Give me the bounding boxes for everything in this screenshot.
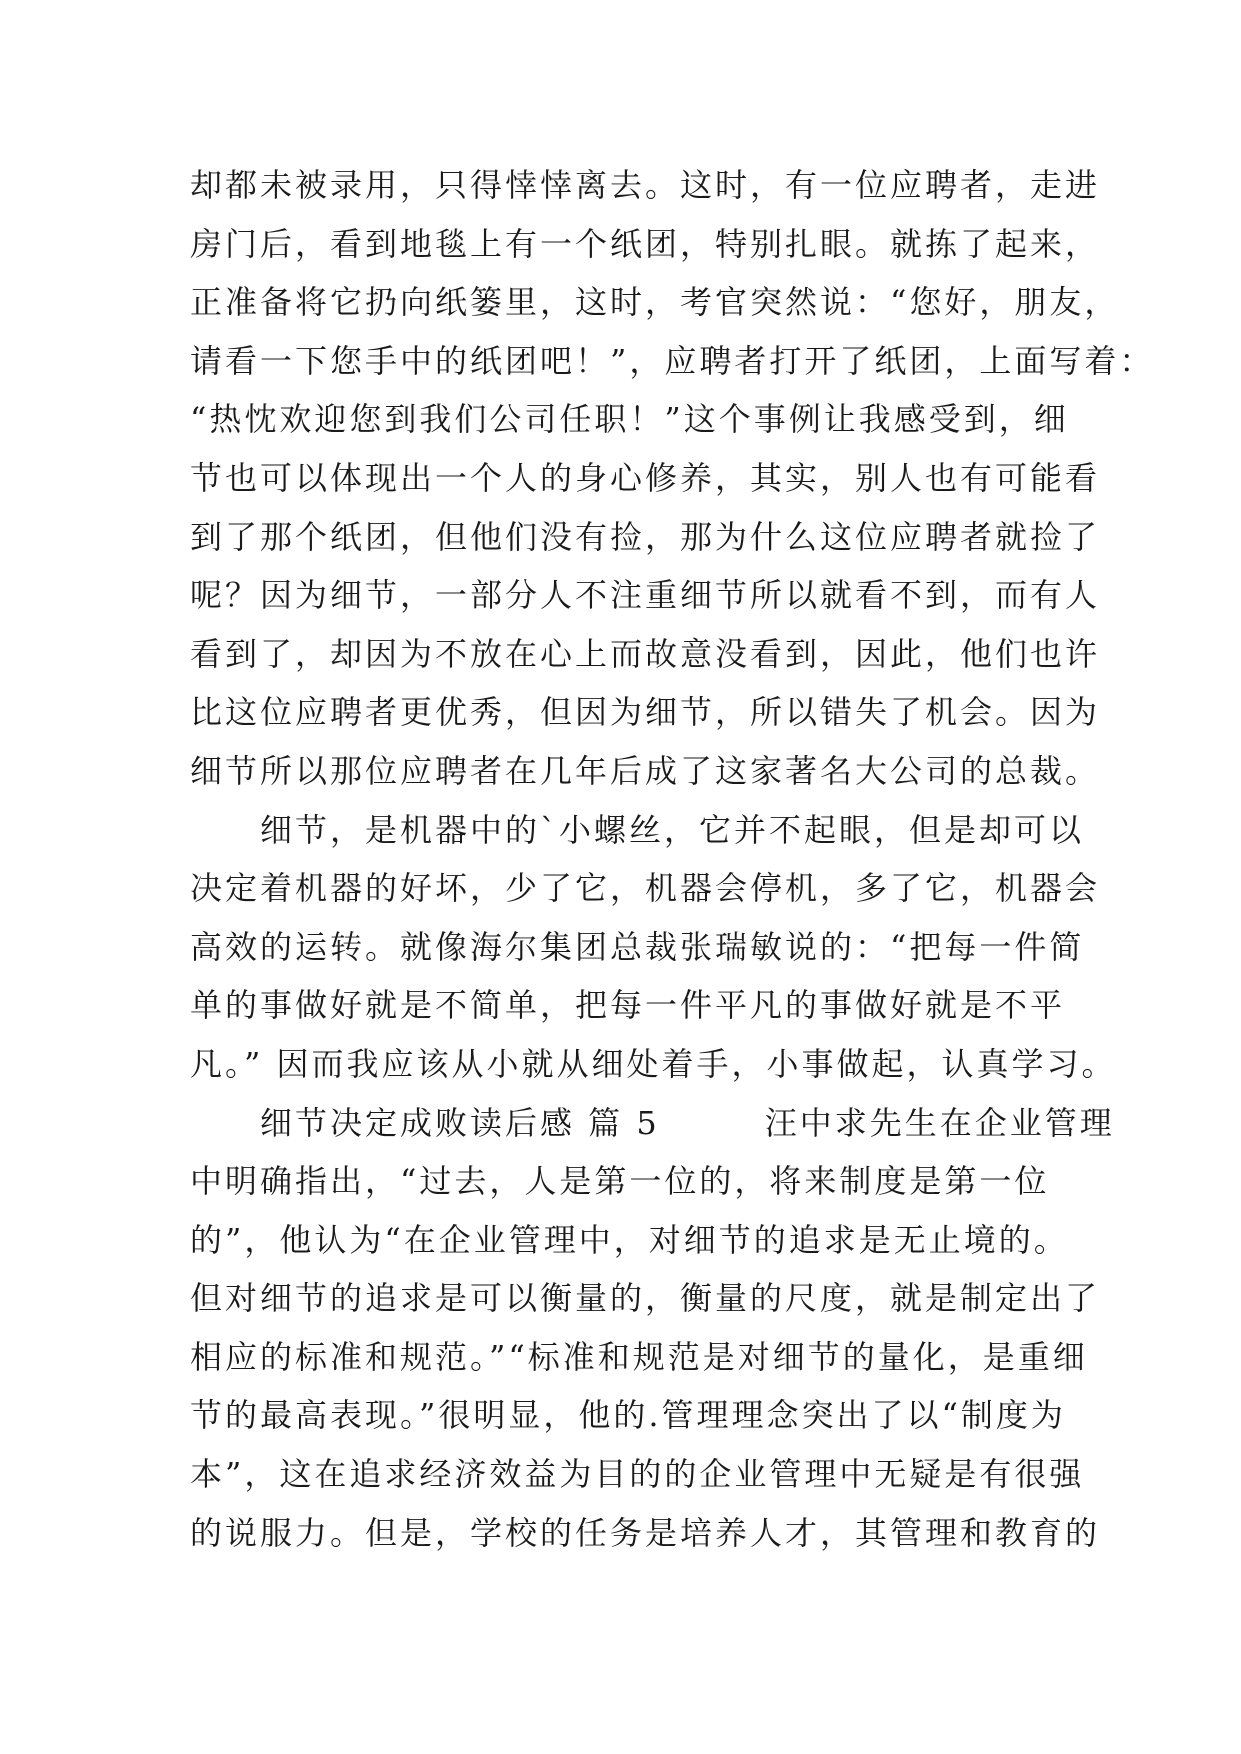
text-line: 中明确指出，“过去，人是第一位的，将来制度是第一位 [190, 1162, 1050, 1201]
text-line: 细节所以那位应聘者在几年后成了这家著名大公司的总裁。 [190, 751, 1101, 790]
text-line: 节的最高表现。”很明显，他的.管理理念突出了以“制度为 [190, 1396, 1066, 1435]
text-line: 比这位应聘者更优秀，但因为细节，所以错失了机会。因为 [190, 693, 1101, 732]
text-line: 到了那个纸团，但他们没有捡，那为什么这位应聘者就捡了 [190, 517, 1101, 556]
text-line: 高效的运转。就像海尔集团总裁张瑞敏说的：“把每一件简 [190, 927, 1085, 966]
text-line: 单的事做好就是不简单，把每一件平凡的事做好就是不平 [190, 986, 1066, 1025]
text-line: 决定着机器的好坏，少了它，机器会停机，多了它，机器会 [190, 869, 1101, 908]
text-line: 却都未被录用，只得悻悻离去。这时，有一位应聘者，走进 [190, 166, 1101, 204]
text-line: 相应的标准和规范。”“标准和规范是对细节的量化，是重细 [190, 1337, 1088, 1376]
text-line: 节也可以体现出一个人的身心修养，其实，别人也有可能看 [190, 458, 1101, 497]
text-line: 凡。” 因而我应该从小就从细处着手，小事做起，认真学习。 [190, 1044, 1117, 1083]
text-line: 的说服力。但是，学校的任务是培养人才，其管理和教育的 [190, 1513, 1101, 1552]
text-line: 本”，这在追求经济效益为目的的企业管理中无疑是有很强 [190, 1455, 1085, 1494]
body-text [190, 156, 1155, 1562]
text-line: 请看一下您手中的纸团吧！”，应聘者打开了纸团，上面写着： [190, 341, 1155, 380]
text-line: 呢？因为细节，一部分人不注重细节所以就看不到，而有人 [190, 576, 1101, 615]
text-line: 的”，他认为“在企业管理中，对细节的追求是无止境的。 [190, 1220, 1069, 1259]
text-line: 房门后，看到地毯上有一个纸团，特别扎眼。就拣了起来， [190, 224, 1101, 263]
section-heading-line: 细节决定成败读后感 篇 5 汪中求先生在企业管理 [190, 1103, 1115, 1142]
text-line: 正准备将它扔向纸篓里，这时，考官突然说：“您好，朋友， [190, 283, 1120, 322]
paragraph-start-line: 细节，是机器中的`小螺丝，它并不起眼，但是却可以 [190, 810, 1085, 849]
text-line: 但对细节的追求是可以衡量的，衡量的尺度，就是制定出了 [190, 1279, 1101, 1318]
text-line: 看到了，却因为不放在心上而故意没看到，因此，他们也许 [190, 634, 1101, 673]
text-line: “热忱欢迎您到我们公司任职！”这个事例让我感受到，细 [190, 400, 1069, 439]
